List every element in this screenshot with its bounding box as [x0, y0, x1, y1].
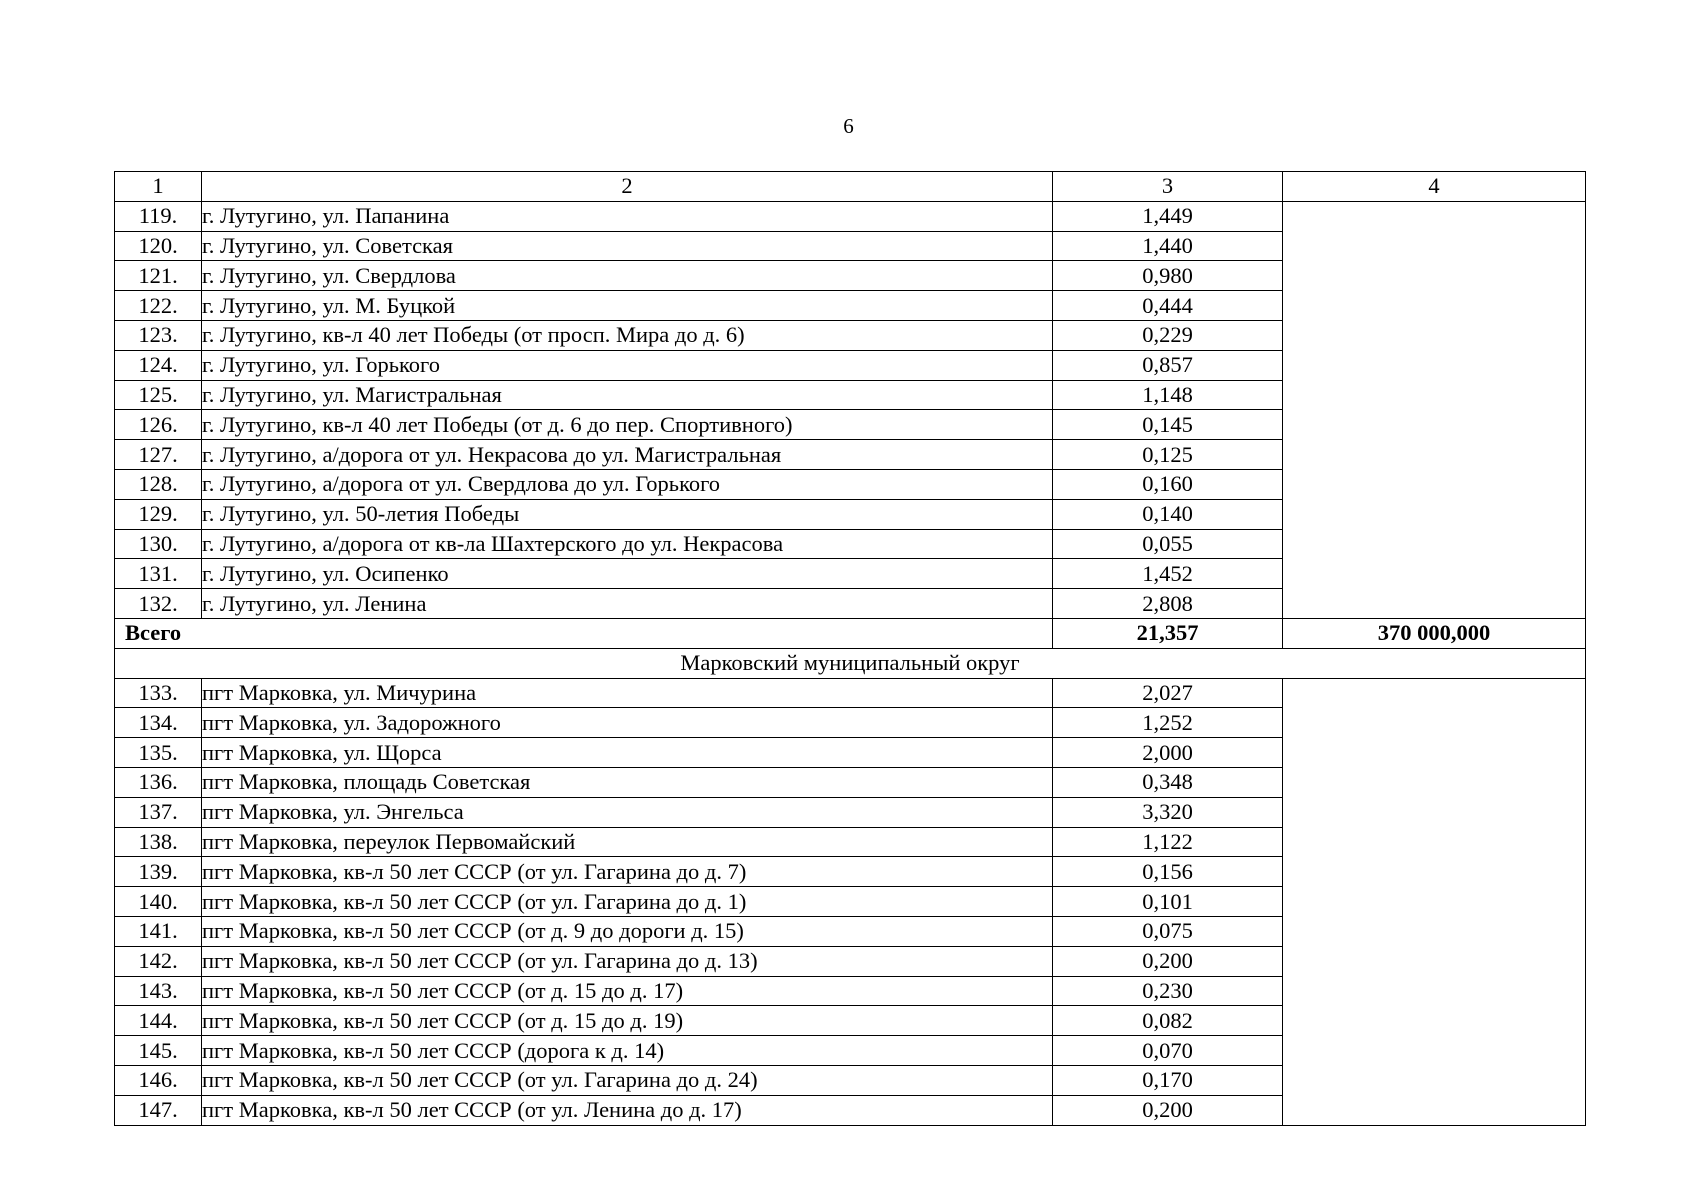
road-name: пгт Марковка, кв-л 50 лет СССР (от д. 9 до дороги д. 15) — [202, 916, 1053, 946]
row-number: 128. — [115, 469, 202, 499]
road-name: г. Лутугино, ул. Свердлова — [202, 261, 1053, 291]
road-name: г. Лутугино, ул. Ленина — [202, 589, 1053, 619]
road-length: 0,055 — [1053, 529, 1283, 559]
total-length: 21,357 — [1053, 618, 1283, 648]
row-number: 122. — [115, 291, 202, 321]
road-name: пгт Марковка, площадь Советская — [202, 767, 1053, 797]
amount-cell-merged — [1283, 201, 1586, 618]
road-length: 3,320 — [1053, 797, 1283, 827]
table-row — [115, 201, 1586, 231]
road-name: пгт Марковка, ул. Мичурина — [202, 678, 1053, 708]
road-length: 0,229 — [1053, 320, 1283, 350]
row-number: 127. — [115, 440, 202, 470]
road-name: г. Лутугино, ул. Магистральная — [202, 380, 1053, 410]
road-name: пгт Марковка, кв-л 50 лет СССР (от ул. Ленина до д. 17) — [202, 1095, 1053, 1125]
row-number: 140. — [115, 887, 202, 917]
road-length: 0,125 — [1053, 440, 1283, 470]
road-length: 0,348 — [1053, 767, 1283, 797]
road-length: 0,170 — [1053, 1065, 1283, 1095]
road-name: пгт Марковка, кв-л 50 лет СССР (дорога к д. 14) — [202, 1036, 1053, 1066]
road-length: 0,980 — [1053, 261, 1283, 291]
amount-cell-merged — [1283, 678, 1586, 1125]
row-number: 132. — [115, 589, 202, 619]
row-number: 136. — [115, 767, 202, 797]
road-length: 1,452 — [1053, 559, 1283, 589]
header-col-2: 2 — [202, 172, 1053, 202]
road-length: 0,200 — [1053, 1095, 1283, 1125]
road-length: 1,148 — [1053, 380, 1283, 410]
row-number: 134. — [115, 708, 202, 738]
header-col-3: 3 — [1053, 172, 1283, 202]
table-body — [115, 172, 1586, 1126]
row-number: 123. — [115, 320, 202, 350]
row-number: 121. — [115, 261, 202, 291]
row-number: 144. — [115, 1006, 202, 1036]
road-length: 0,140 — [1053, 499, 1283, 529]
row-number: 141. — [115, 916, 202, 946]
road-name: г. Лутугино, ул. Папанина — [202, 201, 1053, 231]
road-name: пгт Марковка, ул. Задорожного — [202, 708, 1053, 738]
road-name: пгт Марковка, кв-л 50 лет СССР (от д. 15 до д. 17) — [202, 976, 1053, 1006]
row-number: 131. — [115, 559, 202, 589]
section-row — [115, 648, 1586, 678]
road-name: г. Лутугино, кв-л 40 лет Победы (от д. 6 до пер. Спортивного) — [202, 410, 1053, 440]
road-length: 0,101 — [1053, 887, 1283, 917]
road-length: 0,156 — [1053, 857, 1283, 887]
row-number: 137. — [115, 797, 202, 827]
header-col-4: 4 — [1283, 172, 1586, 202]
road-length: 1,440 — [1053, 231, 1283, 261]
road-length: 0,070 — [1053, 1036, 1283, 1066]
road-name: пгт Марковка, переулок Первомайский — [202, 827, 1053, 857]
road-length: 1,449 — [1053, 201, 1283, 231]
total-row — [115, 618, 1586, 648]
road-name: г. Лутугино, кв-л 40 лет Победы (от просп. Мира до д. 6) — [202, 320, 1053, 350]
road-length: 0,160 — [1053, 469, 1283, 499]
road-name: г. Лутугино, ул. Осипенко — [202, 559, 1053, 589]
header-col-1: 1 — [115, 172, 202, 202]
page-number: 6 — [843, 114, 854, 138]
row-number: 145. — [115, 1036, 202, 1066]
road-length: 0,857 — [1053, 350, 1283, 380]
total-sum: 370 000,000 — [1283, 618, 1586, 648]
road-name: пгт Марковка, кв-л 50 лет СССР (от ул. Гагарина до д. 13) — [202, 946, 1053, 976]
road-name: г. Лутугино, а/дорога от кв-ла Шахтерского до ул. Некрасова — [202, 529, 1053, 559]
roads-table — [114, 171, 1586, 1126]
road-name: пгт Марковка, кв-л 50 лет СССР (от ул. Гагарина до д. 7) — [202, 857, 1053, 887]
road-length: 0,082 — [1053, 1006, 1283, 1036]
road-name: пгт Марковка, ул. Щорса — [202, 738, 1053, 768]
row-number: 146. — [115, 1065, 202, 1095]
road-name: г. Лутугино, а/дорога от ул. Свердлова до ул. Горького — [202, 469, 1053, 499]
row-number: 138. — [115, 827, 202, 857]
row-number: 139. — [115, 857, 202, 887]
road-length: 1,252 — [1053, 708, 1283, 738]
road-name: пгт Марковка, кв-л 50 лет СССР (от д. 15 до д. 19) — [202, 1006, 1053, 1036]
row-number: 133. — [115, 678, 202, 708]
row-number: 130. — [115, 529, 202, 559]
road-length: 2,000 — [1053, 738, 1283, 768]
road-length: 0,145 — [1053, 410, 1283, 440]
row-number: 120. — [115, 231, 202, 261]
row-number: 124. — [115, 350, 202, 380]
table-row — [115, 678, 1586, 708]
row-number: 129. — [115, 499, 202, 529]
road-length: 0,444 — [1053, 291, 1283, 321]
row-number: 135. — [115, 738, 202, 768]
row-number: 142. — [115, 946, 202, 976]
road-name: пгт Марковка, кв-л 50 лет СССР (от ул. Гагарина до д. 24) — [202, 1065, 1053, 1095]
road-name: г. Лутугино, ул. Горького — [202, 350, 1053, 380]
road-name: г. Лутугино, ул. 50-летия Победы — [202, 499, 1053, 529]
row-number: 126. — [115, 410, 202, 440]
road-name: г. Лутугино, ул. М. Буцкой — [202, 291, 1053, 321]
road-length: 0,230 — [1053, 976, 1283, 1006]
row-number: 143. — [115, 976, 202, 1006]
road-length: 0,200 — [1053, 946, 1283, 976]
row-number: 125. — [115, 380, 202, 410]
road-length: 2,027 — [1053, 678, 1283, 708]
total-label: Всего — [115, 618, 1053, 648]
row-number: 119. — [115, 201, 202, 231]
road-name: пгт Марковка, ул. Энгельса — [202, 797, 1053, 827]
road-length: 1,122 — [1053, 827, 1283, 857]
header-row — [115, 172, 1586, 202]
road-name: г. Лутугино, а/дорога от ул. Некрасова до ул. Магистральная — [202, 440, 1053, 470]
row-number: 147. — [115, 1095, 202, 1125]
section-title: Марковский муниципальный округ — [115, 648, 1586, 678]
road-length: 2,808 — [1053, 589, 1283, 619]
road-name: пгт Марковка, кв-л 50 лет СССР (от ул. Гагарина до д. 1) — [202, 887, 1053, 917]
road-name: г. Лутугино, ул. Советская — [202, 231, 1053, 261]
road-length: 0,075 — [1053, 916, 1283, 946]
